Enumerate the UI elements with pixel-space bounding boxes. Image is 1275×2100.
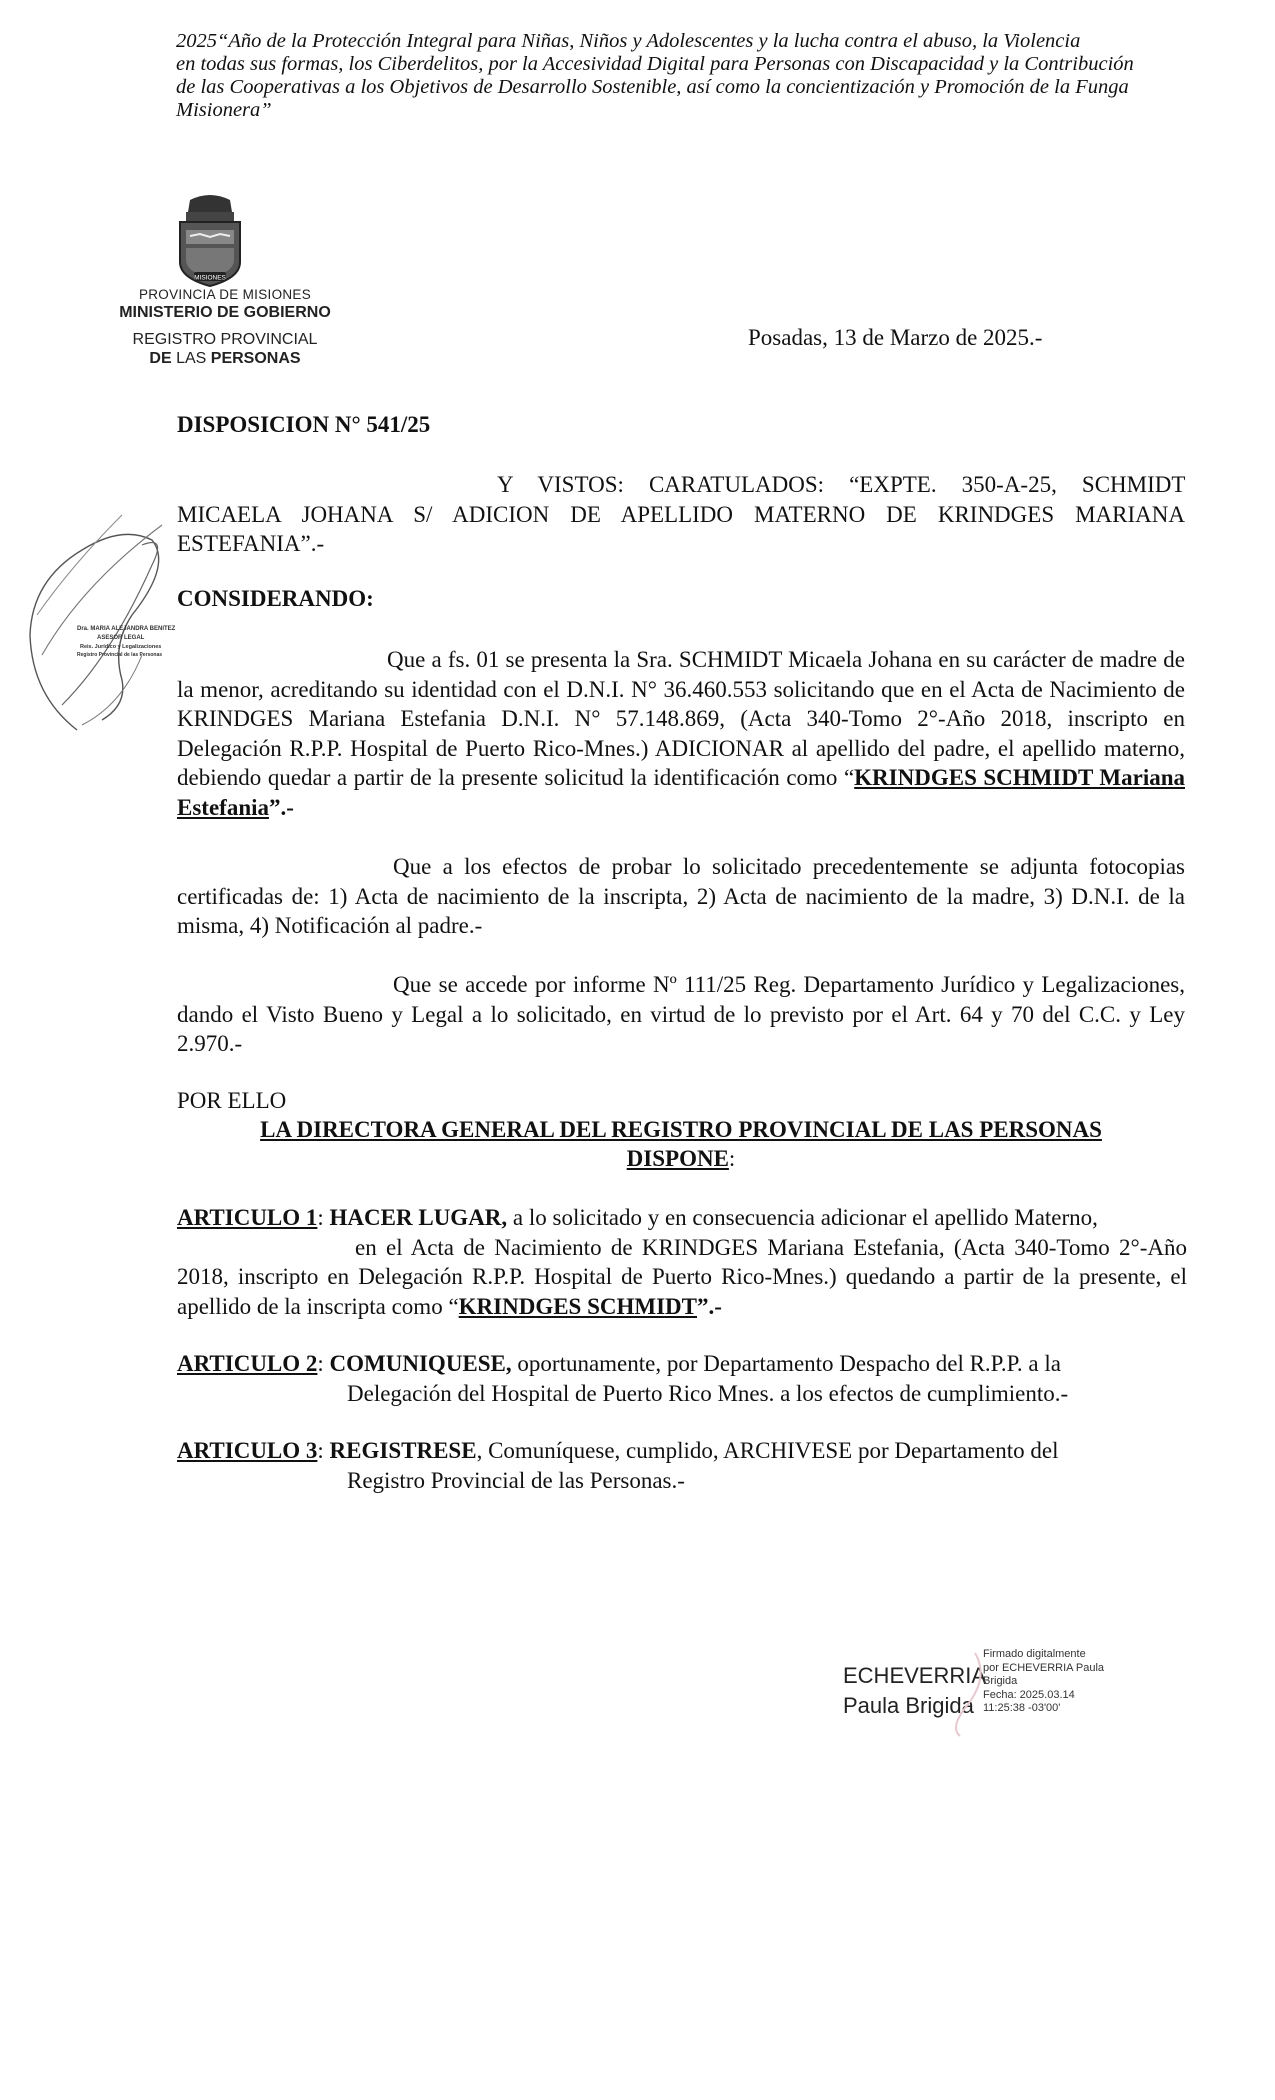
article-2-text-a: oportunamente, por Departamento Despacho del R.P.P. a la	[511, 1351, 1061, 1376]
header-motto	[176, 30, 1176, 122]
article-1-highlight: KRINDGES SCHMIDT	[458, 1293, 698, 1319]
dispone-colon: :	[728, 1146, 736, 1171]
vistos-paragraph	[177, 470, 1185, 559]
vistos-first: Y VISTOS: CARATULADOS: “EXPTE. 350-A-25, SCHMIDT	[497, 472, 1185, 497]
considerando-1-end: ”.-	[269, 794, 294, 820]
signature-detail-line: 11:25:38 -03'00'	[983, 1702, 1061, 1714]
signature-detail-line: por ECHEVERRIA Paula	[983, 1661, 1105, 1674]
article-3-lead: REGISTRESE	[329, 1438, 477, 1463]
article-3-text-b: Registro Provincial de las Personas.-	[347, 1467, 685, 1493]
article-1-lead: HACER LUGAR,	[329, 1205, 508, 1230]
considerando-3-text: Que se accede por informe Nº 111/25 Reg. Departamento Jurídico y Legalizaciones, dando el Visto Bueno y Legal a lo solicitado, en virtud de lo previsto por el Art. 64 y 70 del C.C. y Ley 2.970.-	[177, 972, 1185, 1056]
article-1: ARTICULO 1: HACER LUGAR, a lo solicitado y en consecuencia adicionar el apellido Materno, en el Acta de Nacimiento de KRINDGES Mariana Estefania, (Acta 340-Tomo 2°-Año 2018, inscripto en Delegación R.P.P. Hospital de Puerto Rico-Mnes.) quedando a partir de la presente, el apellido de la inscripta como “KRINDGES SCHMIDT”.-	[177, 1205, 1187, 1319]
org-province: PROVINCIA DE MISIONES	[138, 287, 312, 302]
org-registry: REGISTRO PROVINCIAL	[132, 331, 318, 348]
directora-line2	[177, 1144, 1185, 1173]
place-date: Posadas, 13 de Marzo de 2025.-	[748, 325, 1043, 350]
legal-advisor-signature-stamp	[22, 505, 192, 735]
org-registry-las: LAS	[171, 350, 211, 367]
stamp-line: ASESOR LEGAL	[97, 635, 145, 641]
vistos-rest: MICAELA JOHANA S/ ADICION DE APELLIDO MATERNO DE KRINDGES MARIANA ESTEFANIA”.-	[177, 501, 1185, 556]
considerando-2-text: Que a los efectos de probar lo solicitado precedentemente se adjunta fotocopias certificadas de: 1) Acta de nacimiento de la inscripta, 2) Acta de nacimiento de la madre, 3) D.N.I. de la misma, 4) Notificación al padre.-	[177, 854, 1185, 938]
signer-given-names: Paula Brigida	[843, 1693, 974, 1718]
article-2-label: ARTICULO 2	[177, 1351, 318, 1376]
signature-detail-line: Fecha: 2025.03.14	[983, 1688, 1075, 1701]
article-2-lead: COMUNIQUESE,	[329, 1351, 512, 1376]
org-registry-de: DE	[149, 350, 172, 367]
disposicion-number: DISPOSICION N° 541/25	[177, 412, 431, 437]
article-1-text-b: en el Acta de Nacimiento de KRINDGES Mariana Estefania, (Acta 340-Tomo 2°-Año 2018, inscripto en Delegación R.P.P. Hospital de Puerto Rico-Mnes.) quedando a partir de la presente, el apellido de la inscripta como “	[177, 1234, 1187, 1319]
dispone-word: DISPONE	[626, 1146, 729, 1171]
motto-line: Misionera”	[176, 99, 272, 121]
motto-line: en todas sus formas, los Ciberdelitos, por la Accesividad Digital para Personas con Discapacidad y la Contribución	[176, 53, 1134, 75]
considerando-paragraph-2	[177, 852, 1185, 941]
article-3-label: ARTICULO 3	[177, 1438, 318, 1463]
stamp-line: Reis. Jurídico y Legalizaciones	[80, 644, 162, 650]
article-1-end: ”.-	[697, 1293, 722, 1319]
considerando-1-text: Que a fs. 01 se presenta la Sra. SCHMIDT Micaela Johana en su carácter de madre de la menor, acreditando su identidad con el D.N.I. N° 36.460.553 solicitando que en el Acta de Nacimiento de KRINDGES Mariana Estefania D.N.I. N° 57.148.869, (Acta 340-Tomo 2°-Año 2018, inscripto en Delegación R.P.P. Hospital de Puerto Rico-Mnes.) ADICIONAR al apellido del padre, el apellido materno, debiendo quedar a partir de la presente solicitud la identificación como “	[177, 647, 1185, 790]
signer-surname: ECHEVERRIA	[843, 1663, 987, 1688]
stamp-line: Registro Provincial de las Personas	[77, 652, 163, 658]
org-registry-line2	[80, 349, 370, 368]
article-3-text-a: , Comuníquese, cumplido, ARCHIVESE por Departamento del	[476, 1438, 1059, 1463]
directora-title	[177, 1115, 1185, 1173]
considerando-paragraph-1	[177, 645, 1185, 822]
article-3: ARTICULO 3: REGISTRESE, Comuníquese, cumplido, ARCHIVESE por Departamento del Registro Provincial de las Personas.-	[177, 1436, 1187, 1495]
considerando-1-highlight: KRINDGES SCHMIDT Mariana Estefania	[177, 765, 1185, 820]
stamp-line: Dra. MARIA ALEJANDRA BENITEZ	[77, 626, 176, 632]
organization-block	[80, 287, 370, 368]
org-registry-personas: PERSONAS	[210, 350, 301, 367]
article-2: ARTICULO 2: COMUNIQUESE, oportunamente, por Departamento Despacho del R.P.P. a la Delegación del Hospital de Puerto Rico Mnes. a los efectos de cumplimiento.-	[177, 1349, 1187, 1408]
article-2-text-b: Delegación del Hospital de Puerto Rico Mnes. a los efectos de cumplimiento.-	[347, 1380, 1069, 1406]
motto-line: de las Cooperativas a los Objetivos de Desarrollo Sostenible, así como la concientización y Promoción de la Funga	[176, 76, 1129, 98]
provincial-seal-icon	[160, 190, 260, 290]
digital-signature-block	[843, 1648, 1143, 1738]
article-1-text-a: a lo solicitado y en consecuencia adicionar el apellido Materno,	[507, 1205, 1098, 1230]
org-ministry: MINISTERIO DE GOBIERNO	[119, 304, 331, 321]
article-1-label: ARTICULO 1	[177, 1205, 318, 1230]
signature-detail-line: Brigida	[983, 1675, 1018, 1687]
signature-details	[983, 1648, 1133, 1716]
motto-line: 2025“Año de la Protección Integral para Niñas, Niños y Adolescentes y la lucha contra el abuso, la Violencia	[176, 30, 1081, 52]
signature-detail-line: Firmado digitalmente	[983, 1648, 1086, 1660]
por-ello: POR ELLO	[177, 1088, 287, 1113]
considerando-paragraph-3	[177, 970, 1185, 1059]
seal-ribbon-text: MISIONES	[194, 274, 226, 282]
considerando-heading: CONSIDERANDO:	[177, 586, 374, 611]
directora-line1: LA DIRECTORA GENERAL DEL REGISTRO PROVINCIAL DE LAS PERSONAS	[260, 1117, 1102, 1142]
